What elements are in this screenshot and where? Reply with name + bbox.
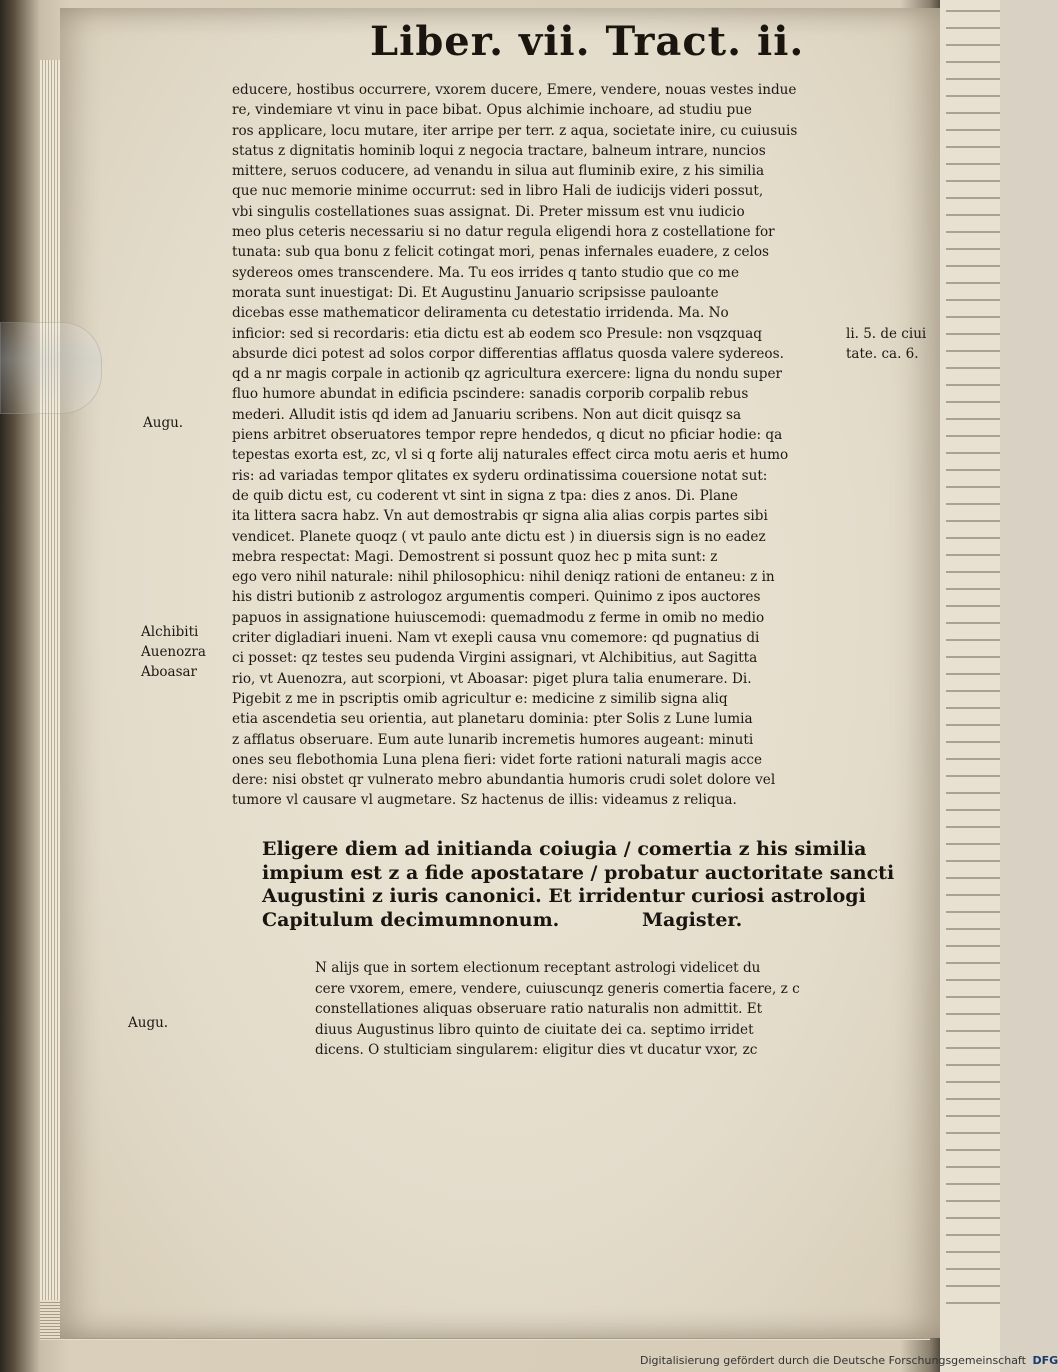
dfg-logo: DFG — [1032, 1354, 1058, 1367]
margin-note-augu: Augu. — [128, 1015, 169, 1031]
text-line: dicens. O stulticiam singularem: eligitur dies vt ducatur vxor, zc — [315, 1042, 758, 1059]
heading-line: Augustini z iuris canonici. Et irridentur curiosi astrologi — [262, 885, 866, 907]
text-line: diuus Augustinus libro quinto de ciuitate dei ca. septimo irridet — [315, 1021, 754, 1038]
margin-note-alchibiti: Alchibiti — [141, 624, 199, 640]
margin-note-reference: li. 5. de ciui — [846, 326, 927, 342]
heading-line — [262, 909, 842, 933]
text-line: papuos in assignatione huiuscemodi: quemadmodu z ferme in omib no medio — [232, 609, 765, 626]
margin-note-reference: tate. ca. 6. — [846, 346, 919, 362]
main-text-block — [232, 80, 852, 811]
facing-page-text — [946, 0, 1000, 1310]
text-line: ris: ad variadas tempor qlitates ex syderu ordinatissima couersione notat sut: — [232, 467, 768, 484]
text-line: vendicet. Planete quoqz ( vt paulo ante dictu est ) in diuersis sign is no eadez — [232, 528, 766, 545]
text-line: etia ascendetia seu orientia, aut planetaru dominia: pter Solis z Lune lumia — [232, 711, 753, 728]
text-line: mederi. Alludit istis qd idem ad Januariu scribens. Non aut dicit quisqz sa — [232, 406, 742, 423]
digitization-credit — [640, 1354, 1058, 1367]
text-line: rio, vt Auenozra, aut scorpioni, vt Aboasar: piget plura talia enumerare. Di. — [232, 670, 752, 687]
margin-note-aboasar: Aboasar — [141, 664, 197, 680]
text-line: vbi singulis costellationes suas assignat. Di. Preter missum est vnu iudicio — [232, 203, 745, 220]
heading-line: impium est z a fide apostatare / probatur auctoritate sancti — [262, 861, 895, 884]
text-line: absurde dici potest ad solos corpor differentias afflatus quosda valere sydereos. — [232, 345, 784, 362]
chapter-number: Capitulum decimumnonum. — [262, 908, 560, 931]
glass-strap — [0, 322, 102, 414]
credit-text: Digitalisierung gefördert durch die Deutsche Forschungsgemeinschaft — [640, 1354, 1026, 1367]
text-line: ones seu flebothomia Luna plena fieri: videt forte rationi naturali magis acce — [232, 751, 763, 768]
text-line: educere, hostibus occurrere, vxorem ducere, Emere, vendere, nouas vestes indue — [232, 82, 797, 98]
margin-note-auenozra: Auenozra — [141, 644, 206, 660]
text-line: Pigebit z me in pscriptis omib agricultur e: medicine z similib signa aliq — [232, 690, 728, 707]
text-line: mittere, seruos coducere, ad venandu in silua aut fluminib exire, z his similia — [232, 163, 765, 180]
text-line: tepestas exorta est, zc, vl si q forte alij naturales effect circa motu aeris et humo — [232, 447, 789, 464]
text-line: ita littera sacra habz. Vn aut demostrabis qr signa alia alias corpis partes sibi — [232, 508, 768, 525]
text-line: tunata: sub qua bonu z felicit cotingat mori, penas infernales euadere, z celos — [232, 244, 770, 261]
text-line: fluo humore abundat in edificia pscindere: sanadis corporib corpalib rebus — [232, 386, 749, 403]
text-line: re, vindemiare vt vinu in pace bibat. Opus alchimie inchoare, ad studiu pue — [232, 102, 752, 119]
margin-note-augu: Augu. — [143, 415, 184, 431]
text-line: piens arbitret obseruatores tempor repre hendedos, q dicut no pficiar hodie: qa — [232, 427, 783, 444]
chapter-heading — [262, 838, 895, 932]
text-line: mebra respectat: Magi. Demostrent si possunt quoz hec p mita sunt: z — [232, 548, 718, 565]
running-title: Liber. vii. Tract. ii. — [370, 18, 805, 65]
text-line: meo plus ceteris necessariu si no datur regula eligendi hora z costellatione for — [232, 224, 775, 241]
text-line: ros applicare, locu mutare, iter arripe per terr. z aqua, societate inire, cu cuiusuis — [232, 122, 798, 139]
text-line: dicebas esse mathematicor deliramenta cu detestatio irridenda. Ma. No — [232, 305, 729, 322]
text-line: ego vero nihil naturale: nihil philosophicu: nihil deniqz rationi de entaneu: z in — [232, 569, 775, 586]
text-line: cere vxorem, emere, vendere, cuiuscunqz generis comertia facere, z c — [315, 980, 800, 997]
text-line: sydereos omes transcendere. Ma. Tu eos irrides q tanto studio que co me — [232, 264, 739, 281]
text-line: constellationes aliquas obseruare ratio naturalis non admittit. Et — [315, 1001, 763, 1018]
text-line: morata sunt inuestigat: Di. Et Augustinu Januario scripsisse pauloante — [232, 284, 719, 301]
text-line: tumore vl causare vl augmetare. Sz hactenus de illis: videamus z reliqua. — [232, 792, 737, 809]
text-line: dere: nisi obstet qr vulnerato mebro abundantia humoris crudi solet dolore vel — [232, 772, 776, 789]
text-line: qd a nr magis corpale in actionib qz agricultura exercere: ligna du nondu super — [232, 366, 782, 383]
facing-page — [940, 0, 1000, 1372]
heading-line: Eligere diem ad initianda coiugia / comertia z his similia — [262, 838, 867, 860]
text-line: que nuc memorie minime occurrut: sed in libro Hali de iudicijs videri possut, — [232, 183, 764, 200]
speaker-label: Magister. — [642, 908, 743, 931]
text-line: ci posset: qz testes seu pudenda Virgini assignari, vt Alchibitius, aut Sagitta — [232, 650, 758, 667]
chapter-body-text — [315, 958, 835, 1061]
text-line: criter digladiari inueni. Nam vt exepli causa vnu comemore: qd pugnatius di — [232, 630, 760, 647]
text-line: inficior: sed si recordaris: etia dictu est ab eodem sco Presule: non vsqzquaq — [232, 325, 762, 342]
text-line: z afflatus obseruare. Eum aute lunarib incremetis humores augeant: minuti — [232, 731, 754, 748]
text-line: de quib dictu est, cu coderent vt sint in signa z tpa: dies z anos. Di. Plane — [232, 487, 738, 504]
text-line: status z dignitatis hominib loqui z negocia tractare, balneum intrare, nuncios — [232, 142, 766, 159]
text-line: N alijs que in sortem electionum receptant astrologi videlicet du — [315, 960, 761, 976]
text-line: his distri butionib z astrologoz argumentis comperi. Quinimo z ipos auctores — [232, 589, 761, 606]
